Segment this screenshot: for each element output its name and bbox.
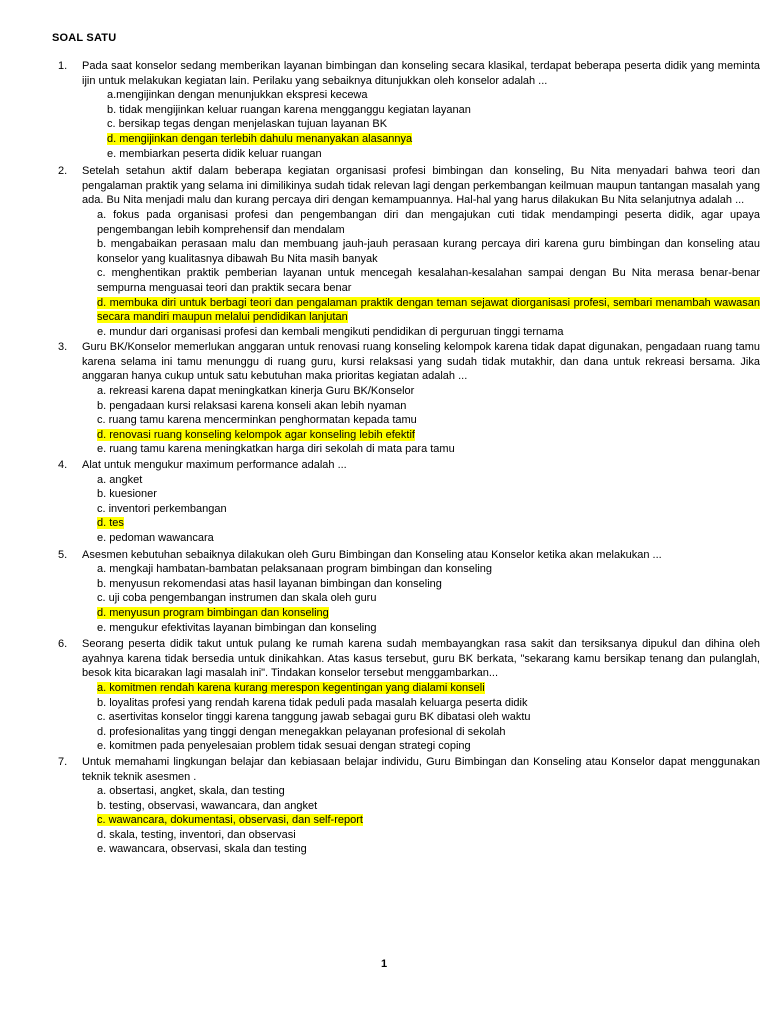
option-d-highlighted-answer: d. mengijinkan dengan terlebih dahulu menanyakan alasannya [107,132,413,145]
question-1 [52,59,760,161]
option-c: c. inventori perkembangan [97,502,227,515]
question-number: 3. [58,341,68,354]
option-c-highlighted-answer: c. wawancara, dokumentasi, observasi, dan self-report [97,814,363,827]
question-number: 4. [58,459,68,472]
option-b: b. kuesioner [97,488,157,501]
question-text: Setelah setahun aktif dalam beberapa kegiatan organisasi profesi bimbingan dan konseling, Bu Nita menyadari bahwa teori dan pengalaman praktik yang selama ini dimilikinya sudah tidak relevan lagi dengan perkembangan keilmuan maupun tantangan masalah yang ada. Bu Nita menjadi malu dan kurang percaya diri dengan kemampuannya. Hal-hal yang harus dilakukan Bu Nita selanjutnya adalah ... [82,165,760,207]
question-text: Pada saat konselor sedang memberikan layanan bimbingan dan konseling secara klasikal, terdapat beberapa peserta didik yang meminta ijin untuk melakukan kegiatan lain. Perilaku yang sebaiknya ditunjukkan oleh konselor adalah ... [82,60,760,87]
question-7 [52,755,760,857]
option-b: b. menyusun rekomendasi atas hasil layanan bimbingan dan konseling [97,577,442,590]
option-c: c. ruang tamu karena mencerminkan penghormatan kepada tamu [97,414,417,427]
question-text: Guru BK/Konselor memerlukan anggaran untuk renovasi ruang konseling kelompok karena tidak dapat digunakan, pengadaan ruang tamu karena selama ini tamu menunggu di ruang guru, kursi relaksasi yang sudah tidak mutakhir, dan dana untuk rekreasi bersama. Jika anggaran hanya cukup untuk satu kebutuhan maka prioritas kegiatan adalah ... [82,341,760,383]
question-6 [52,637,760,754]
option-a: a. fokus pada organisasi profesi dan pengembangan diri dan mengajukan cuti tidak mendampingi peserta didik, agar upaya pengembangan lebih komprehensif dan mendalam [97,208,760,236]
question-text: Asesmen kebutuhan sebaiknya dilakukan oleh Guru Bimbingan dan Konseling atau Konselor ketika akan melakukan ... [82,548,662,561]
question-text: Alat untuk mengukur maximum performance adalah ... [82,459,347,472]
option-e: e. ruang tamu karena meningkatkan harga diri sekolah di mata para tamu [97,443,455,456]
question-text: Untuk memahami lingkungan belajar dan kebiasaan belajar individu, Guru Bimbingan dan Konseling atau Konselor dapat menggunakan teknik teknik asesmen . [82,755,760,783]
option-list [82,562,760,635]
option-list [82,88,760,161]
option-d-highlighted-answer: d. tes [97,517,124,530]
question-3 [52,340,760,457]
option-list [82,784,760,857]
option-d-highlighted-answer: d. menyusun program bimbingan dan konseling [97,606,329,619]
option-b: b. testing, observasi, wawancara, dan angket [97,799,318,812]
option-d: d. skala, testing, inventori, dan observasi [97,828,296,841]
option-c: c. bersikap tegas dengan menjelaskan tujuan layanan BK [107,118,388,131]
question-number: 7. [58,755,68,768]
option-a-highlighted-answer: a. komitmen rendah karena kurang merespon kegentingan yang dialami konseli [97,681,485,694]
option-b: b. mengabaikan perasaan malu dan membuang jauh-jauh perasaan kurang percaya diri karena guru bimbingan dan konseling atau konselor yang kualitasnya dibawah Bu Nita masih banyak [97,238,760,265]
question-number: 1. [58,60,68,72]
option-b: b. loyalitas profesi yang rendah karena tidak peduli pada masalah keluarga peserta didik [97,696,528,709]
option-a: a. mengkaji hambatan-bambatan pelaksanaan program bimbingan dan konseling [97,563,493,576]
option-d-highlighted-answer: d. renovasi ruang konseling kelompok agar konseling lebih efektif [97,428,415,441]
option-c: c. asertivitas konselor tinggi karena tanggung jawab sebagai guru BK dibatasi oleh waktu [97,711,531,724]
page-title: SOAL SATU [52,32,117,44]
option-e: e. pedoman wawancara [97,532,214,544]
option-c: c. menghentikan praktik pemberian layanan untuk mencegah kesalahan-kesalahan sampai dengan Bu Nita merasa benar-benar sempurna menguasai teori dan praktik secara benar [97,267,760,294]
option-b: b. tidak mengijinkan keluar ruangan karena mengganggu kegiatan layanan [107,103,471,116]
option-list [82,681,760,754]
option-e: e. komitmen pada penyelesaian problem tidak sesuai dengan strategi coping [97,740,471,753]
option-e: e. membiarkan peserta didik keluar ruangan [107,147,322,160]
option-a: a. angket [97,473,143,486]
question-list [52,59,760,857]
option-d: d. profesionalitas yang tinggi dengan menegakkan pelayanan profesional di sekolah [97,725,506,738]
question-4 [52,458,760,546]
option-list [82,384,760,457]
question-2 [52,164,760,339]
option-list [82,208,760,339]
option-b: b. pengadaan kursi relaksasi karena konseli akan lebih nyaman [97,399,407,412]
option-e: e. mengukur efektivitas layanan bimbingan dan konseling [97,621,377,634]
question-text: Seorang peserta didik takut untuk pulang ke rumah karena sudah membayangkan rasa sakit dan tersiksanya dipukul dan dihina oleh ayahnya karena tidak bersedia untuk dinikahkan. Atas kasus tersebut, guru BK berkata, "sekarang kamu bersikap tenang dan pulanglah, besok kita bicarakan lagi masalah ini". Tindakan konselor tersebut menggambarkan... [82,638,760,680]
option-a: a. obsertasi, angket, skala, dan testing [97,785,285,798]
option-e: e. mundur dari organisasi profesi dan kembali mengikuti pendidikan di perguruan tinggi ternama [97,325,564,338]
option-d-highlighted-answer: d. membuka diri untuk berbagi teori dan pengalaman praktik dengan teman sejawat diorganisasi profesi, sembari menambah wawasan secara mandiri maupun melalui pendidikan lanjutan [97,296,760,324]
page-number: 1 [380,958,388,970]
option-a: a. rekreasi karena dapat meningkatkan kinerja Guru BK/Konselor [97,385,415,398]
question-number: 6. [58,638,68,651]
option-c: c. uji coba pengembangan instrumen dan skala oleh guru [97,592,377,605]
question-number: 2. [58,165,68,178]
question-number: 5. [58,548,68,561]
question-5 [52,548,760,636]
option-e: e. wawancara, observasi, skala dan testing [97,843,307,856]
option-a: a.mengijinkan dengan menunjukkan ekspresi kecewa [107,89,368,102]
option-list [82,473,760,546]
